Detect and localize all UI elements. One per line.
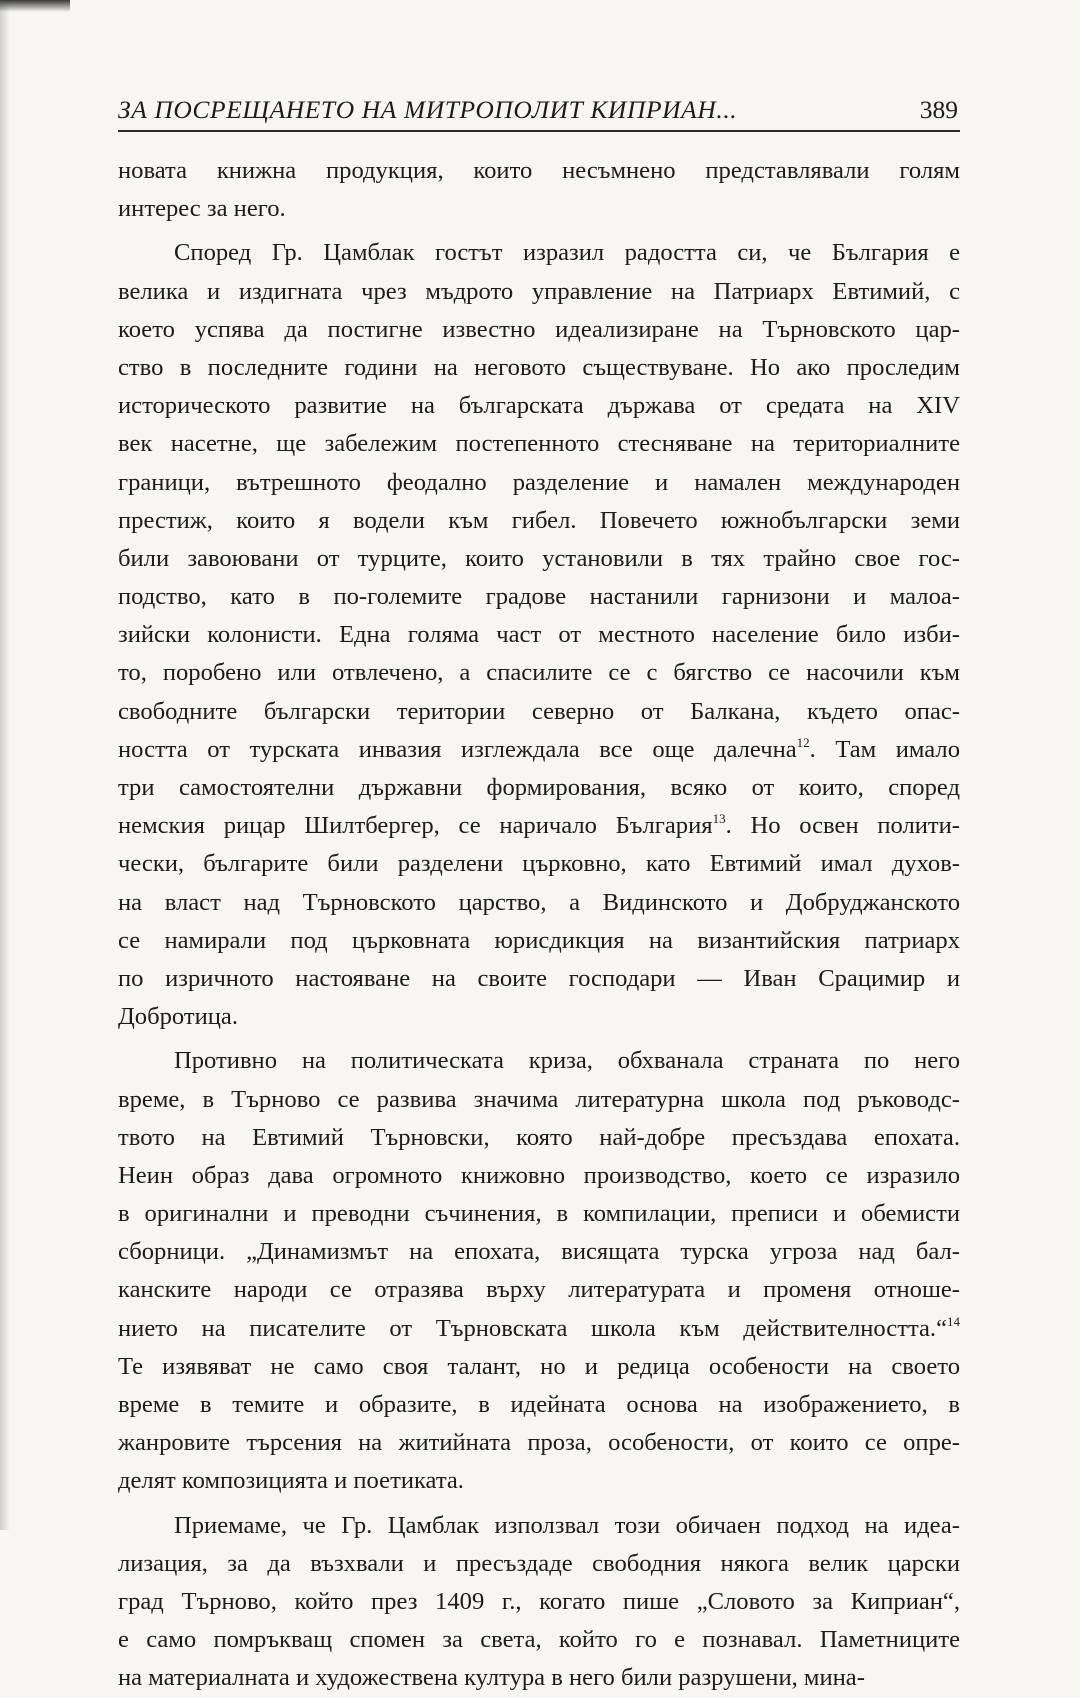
line-text: в оригинални и преводни съчинения, в компилации, преписи и обемисти bbox=[118, 1200, 960, 1228]
line-text: престиж, които я водели към гибел. Повечето южнобългарски земи bbox=[118, 506, 960, 534]
line-text: сборници. „Динамизмът на епохата, висящата турска угроза над бал- bbox=[118, 1238, 960, 1266]
line-text: велика и издигната чрез мъдрото управление на Патриарх Евтимий, с bbox=[118, 277, 960, 305]
text-line bbox=[118, 1157, 960, 1195]
line-text: Неин образ дава огромното книжовно производство, което се изразило bbox=[118, 1161, 960, 1189]
text-line bbox=[118, 1424, 960, 1462]
line-text: делят композицията и поетиката. bbox=[118, 1467, 464, 1495]
line-text: Според Гр. Цамблак гостът изразил радостта си, че България е bbox=[174, 239, 960, 267]
line-text: зийски колонисти. Една голяма част от местното население било изби- bbox=[118, 621, 960, 649]
line-text: на материалната и художествена култура в него били разрушени, мина- bbox=[118, 1664, 865, 1692]
text-line bbox=[118, 1545, 960, 1583]
scan-corner-mark bbox=[0, 0, 70, 12]
running-header bbox=[118, 94, 960, 132]
line-text-continued: . Там имало bbox=[809, 735, 961, 763]
line-text: лизация, за да възхвали и пресъздаде свободния някога велик царски bbox=[118, 1549, 960, 1577]
line-text: били завоювани от турците, които установили в тях трайно свое гос- bbox=[118, 544, 960, 572]
line-text: град Търново, който през 1409 г., когато пише „Словото за Киприан“, bbox=[118, 1587, 960, 1615]
line-text: Добротица. bbox=[118, 1003, 238, 1031]
text-line bbox=[118, 1271, 960, 1309]
line-text: ността от турската инвазия изглеждала все още далечна bbox=[118, 735, 797, 763]
text-line bbox=[118, 1462, 960, 1500]
line-text: подство, като в по-големите градове настанили гарнизони и малоа- bbox=[118, 583, 960, 611]
line-text: Те изявяват не само своя талант, но и редица особености на своето bbox=[118, 1352, 960, 1380]
text-line bbox=[118, 769, 960, 807]
text-line bbox=[118, 845, 960, 883]
text-line bbox=[118, 425, 960, 463]
text-line bbox=[118, 616, 960, 654]
text-line bbox=[118, 884, 960, 922]
page-number: 389 bbox=[919, 95, 958, 124]
line-text: жанровите търсения на житийната проза, особености, от които се опре- bbox=[118, 1429, 960, 1457]
line-text: век насетне, ще забележим постепенното стесняване на териториалните bbox=[118, 430, 960, 458]
line-text: се намирали под църковната юрисдикция на византийския патриарх bbox=[118, 926, 960, 954]
line-text: е само помръкващ спомен за света, който го е познавал. Паметниците bbox=[118, 1626, 960, 1654]
page-edge-shadow bbox=[0, 0, 10, 1530]
line-text: нието на писателите от Търновската школа към действителността.“ bbox=[118, 1314, 947, 1342]
text-line bbox=[118, 349, 960, 387]
text-line bbox=[118, 1233, 960, 1271]
footnote-ref: 14 bbox=[947, 1313, 960, 1329]
line-text: Приемаме, че Гр. Цамблак използвал този обичаен подход на идеа- bbox=[174, 1511, 960, 1539]
line-text: свободните български територии северно от Балкана, където опас- bbox=[118, 697, 960, 725]
line-text: твото на Евтимий Търновски, която най-добре пресъздава епохата. bbox=[118, 1123, 960, 1151]
text-line bbox=[118, 1386, 960, 1424]
footnote-ref: 12 bbox=[796, 734, 810, 750]
text-line bbox=[118, 540, 960, 578]
line-text: историческото развитие на българската държава от средата на XIV bbox=[118, 392, 960, 420]
line-text: немския рицар Шилтбергер, се наричало България bbox=[118, 812, 713, 840]
text-line bbox=[118, 807, 960, 845]
line-text: Противно на политическата криза, обхванала страната по него bbox=[174, 1047, 960, 1075]
body-text bbox=[118, 152, 960, 1698]
line-text: граници, вътрешното феодално разделение и намален международен bbox=[118, 468, 960, 496]
text-line bbox=[118, 1583, 960, 1621]
line-text: то, поробено или отвлечено, а спасилите се с бягство се насочили към bbox=[118, 659, 960, 687]
text-line bbox=[118, 234, 960, 272]
line-text: чески, българите били разделени църковно, като Евтимий имал духов- bbox=[118, 850, 960, 878]
text-line bbox=[118, 1081, 960, 1119]
text-line bbox=[118, 1507, 960, 1545]
text-line bbox=[118, 998, 960, 1036]
text-line bbox=[118, 1659, 960, 1697]
text-line bbox=[118, 502, 960, 540]
line-text: ство в последните години на неговото съществуване. Но ако проследим bbox=[118, 353, 960, 381]
line-text: време в темите и образите, в идейната основа на изображението, в bbox=[118, 1391, 960, 1418]
footnote-ref: 13 bbox=[712, 811, 726, 827]
text-line bbox=[118, 311, 960, 349]
text-line bbox=[118, 1310, 960, 1348]
text-line bbox=[118, 387, 960, 425]
line-text: новата книжна продукция, които несъмнено представлявали голям bbox=[118, 157, 960, 184]
line-text: на власт над Търновското царство, а Видинското и Добруджанското bbox=[118, 888, 960, 916]
text-line bbox=[118, 1195, 960, 1233]
line-text: което успява да постигне известно идеализиране на Търновското цар- bbox=[118, 315, 960, 343]
line-text: време, в Търново се развива значима литературна школа под ръководс- bbox=[118, 1085, 960, 1113]
text-line bbox=[118, 1042, 960, 1080]
text-line bbox=[118, 960, 960, 998]
text-line bbox=[118, 464, 960, 502]
text-line bbox=[118, 190, 960, 228]
text-line bbox=[118, 1621, 960, 1659]
text-line bbox=[118, 578, 960, 616]
text-line bbox=[118, 693, 960, 731]
header-title: ЗА ПОСРЕЩАНЕТО НА МИТРОПОЛИТ КИПРИАН... bbox=[118, 95, 738, 124]
line-text-continued: . Но освен полити- bbox=[725, 812, 960, 840]
line-text: канските народи се отразява върху литературата и променя отноше- bbox=[118, 1276, 960, 1304]
text-line bbox=[118, 273, 960, 311]
line-text: интерес за него. bbox=[118, 195, 286, 223]
text-line bbox=[118, 152, 960, 190]
text-line bbox=[118, 731, 960, 769]
text-line bbox=[118, 1348, 960, 1386]
text-line bbox=[118, 922, 960, 960]
text-line bbox=[118, 1119, 960, 1157]
line-text: по изричното настояване на своите господари — Иван Срацимир и bbox=[118, 964, 960, 992]
line-text: три самостоятелни държавни формирования, всяко от които, според bbox=[118, 774, 960, 801]
text-line bbox=[118, 654, 960, 692]
